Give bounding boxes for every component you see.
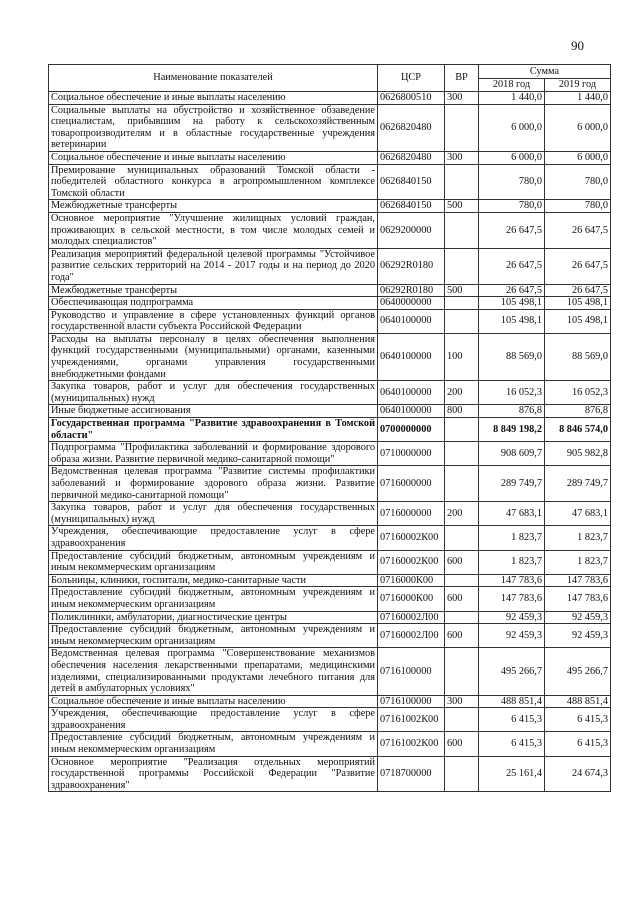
row-vr xyxy=(445,442,479,466)
row-csr: 0700000000 xyxy=(378,418,445,442)
row-name: Иные бюджетные ассигнования xyxy=(49,405,378,418)
row-amount-2019: 6 000,0 xyxy=(545,104,611,151)
row-csr: 0710000000 xyxy=(378,442,445,466)
row-name: Социальные выплаты на обустройство и хозяйственное обзаведение специалистам, прибывшим на работу к сельскохозяйственным товаропроизводителям и в областные государственные учреждения ветеринарии xyxy=(49,104,378,151)
row-amount-2019: 92 459,3 xyxy=(545,624,611,648)
row-csr: 0626840150 xyxy=(378,164,445,200)
row-vr xyxy=(445,418,479,442)
row-vr: 600 xyxy=(445,550,479,574)
row-amount-2018: 908 609,7 xyxy=(479,442,545,466)
row-amount-2018: 780,0 xyxy=(479,200,545,213)
row-name: Учреждения, обеспечивающие предоставление услуг в сфере здравоохранения xyxy=(49,526,378,550)
row-name: Социальное обеспечение и иные выплаты населению xyxy=(49,151,378,164)
row-vr: 500 xyxy=(445,284,479,297)
row-vr xyxy=(445,104,479,151)
header-year-2018: 2018 год xyxy=(479,79,545,92)
row-name: Учреждения, обеспечивающие предоставление услуг в сфере здравоохранения xyxy=(49,708,378,732)
table-row xyxy=(49,309,611,333)
row-amount-2018: 105 498,1 xyxy=(479,309,545,333)
table-row xyxy=(49,708,611,732)
row-amount-2018: 92 459,3 xyxy=(479,611,545,624)
row-name: Межбюджетные трансферты xyxy=(49,200,378,213)
row-csr: 0640100000 xyxy=(378,309,445,333)
row-amount-2019: 26 647,5 xyxy=(545,212,611,248)
row-amount-2019: 47 683,1 xyxy=(545,502,611,526)
table-row xyxy=(49,405,611,418)
row-vr xyxy=(445,708,479,732)
row-vr xyxy=(445,526,479,550)
row-name: Подпрограмма "Профилактика заболеваний и формирование здорового образа жизни. Развитие первичной медико-санитарной помощи" xyxy=(49,442,378,466)
row-name: Закупка товаров, работ и услуг для обеспечения государственных (муниципальных) нужд xyxy=(49,381,378,405)
row-amount-2019: 88 569,0 xyxy=(545,333,611,380)
row-csr: 07160002К00 xyxy=(378,526,445,550)
row-csr: 07161002К00 xyxy=(378,732,445,756)
table-row xyxy=(49,248,611,284)
row-name: Предоставление субсидий бюджетным, автономным учреждениям и иным некоммерческим организациям xyxy=(49,587,378,611)
row-name: Предоставление субсидий бюджетным, автономным учреждениям и иным некоммерческим организациям xyxy=(49,550,378,574)
table-row xyxy=(49,695,611,708)
row-amount-2018: 780,0 xyxy=(479,164,545,200)
table-row xyxy=(49,297,611,310)
row-amount-2018: 26 647,5 xyxy=(479,212,545,248)
row-name: Обеспечивающая подпрограмма xyxy=(49,297,378,310)
row-amount-2019: 876,8 xyxy=(545,405,611,418)
row-amount-2019: 289 749,7 xyxy=(545,466,611,502)
row-vr: 600 xyxy=(445,587,479,611)
row-csr: 0716100000 xyxy=(378,648,445,695)
table-row xyxy=(49,611,611,624)
row-amount-2019: 26 647,5 xyxy=(545,284,611,297)
row-csr: 07161002К00 xyxy=(378,708,445,732)
row-name: Закупка товаров, работ и услуг для обеспечения государственных (муниципальных) нужд xyxy=(49,502,378,526)
row-name: Ведомственная целевая программа "Совершенствование механизмов обеспечения населения лекарственными препаратами, медицинскими изделиями, специализированными продуктами лечебного питания для детей в амбулаторных условиях" xyxy=(49,648,378,695)
row-amount-2019: 92 459,3 xyxy=(545,611,611,624)
row-amount-2019: 6 415,3 xyxy=(545,732,611,756)
row-vr xyxy=(445,756,479,792)
row-amount-2018: 26 647,5 xyxy=(479,248,545,284)
row-amount-2018: 47 683,1 xyxy=(479,502,545,526)
header-sum: Сумма xyxy=(479,65,611,79)
row-amount-2019: 1 440,0 xyxy=(545,92,611,105)
row-name: Премирование муниципальных образований Томской области - победителей областного конкурса в агропромышленном комплексе Томской области xyxy=(49,164,378,200)
table-row xyxy=(49,442,611,466)
row-amount-2019: 6 415,3 xyxy=(545,708,611,732)
row-vr xyxy=(445,648,479,695)
table-row xyxy=(49,164,611,200)
row-vr: 100 xyxy=(445,333,479,380)
row-amount-2019: 8 846 574,0 xyxy=(545,418,611,442)
row-amount-2018: 25 161,4 xyxy=(479,756,545,792)
row-amount-2018: 289 749,7 xyxy=(479,466,545,502)
row-vr: 300 xyxy=(445,92,479,105)
row-csr: 0629200000 xyxy=(378,212,445,248)
table-row xyxy=(49,200,611,213)
row-amount-2018: 26 647,5 xyxy=(479,284,545,297)
row-amount-2018: 495 266,7 xyxy=(479,648,545,695)
row-csr: 0716000К00 xyxy=(378,587,445,611)
row-csr: 0716000000 xyxy=(378,502,445,526)
row-amount-2019: 16 052,3 xyxy=(545,381,611,405)
row-csr: 0716000К00 xyxy=(378,574,445,587)
header-csr: ЦСР xyxy=(378,65,445,92)
row-name: Руководство и управление в сфере установленных функций органов государственной власти субъекта Российской Федерации xyxy=(49,309,378,333)
table-row xyxy=(49,104,611,151)
row-vr: 600 xyxy=(445,624,479,648)
table-row xyxy=(49,587,611,611)
row-vr xyxy=(445,309,479,333)
row-amount-2019: 780,0 xyxy=(545,200,611,213)
table-row xyxy=(49,624,611,648)
row-csr: 0626800510 xyxy=(378,92,445,105)
row-amount-2019: 147 783,6 xyxy=(545,574,611,587)
row-csr: 0716100000 xyxy=(378,695,445,708)
row-amount-2018: 147 783,6 xyxy=(479,587,545,611)
row-amount-2018: 488 851,4 xyxy=(479,695,545,708)
page-number: 90 xyxy=(571,38,584,53)
row-amount-2018: 1 823,7 xyxy=(479,526,545,550)
table-row xyxy=(49,381,611,405)
table-row xyxy=(49,756,611,792)
row-csr: 0626840150 xyxy=(378,200,445,213)
row-amount-2018: 1 823,7 xyxy=(479,550,545,574)
table-row xyxy=(49,418,611,442)
row-name: Ведомственная целевая программа "Развитие системы профилактики заболеваний и формирование здорового образа жизни. Развитие первичной медико-санитарной помощи" xyxy=(49,466,378,502)
row-amount-2018: 16 052,3 xyxy=(479,381,545,405)
row-amount-2019: 6 000,0 xyxy=(545,151,611,164)
table-row xyxy=(49,284,611,297)
row-amount-2018: 105 498,1 xyxy=(479,297,545,310)
table-row xyxy=(49,502,611,526)
table-row xyxy=(49,526,611,550)
row-vr: 600 xyxy=(445,732,479,756)
row-amount-2018: 8 849 198,2 xyxy=(479,418,545,442)
row-amount-2019: 495 266,7 xyxy=(545,648,611,695)
table-body xyxy=(49,92,611,792)
row-csr: 0640100000 xyxy=(378,333,445,380)
row-amount-2019: 780,0 xyxy=(545,164,611,200)
row-csr: 0640000000 xyxy=(378,297,445,310)
row-amount-2018: 6 000,0 xyxy=(479,104,545,151)
row-amount-2019: 1 823,7 xyxy=(545,526,611,550)
row-amount-2018: 92 459,3 xyxy=(479,624,545,648)
row-vr xyxy=(445,611,479,624)
row-csr: 0626820480 xyxy=(378,151,445,164)
row-name: Предоставление субсидий бюджетным, автономным учреждениям и иным некоммерческим организациям xyxy=(49,732,378,756)
row-amount-2018: 6 415,3 xyxy=(479,732,545,756)
row-amount-2019: 105 498,1 xyxy=(545,309,611,333)
row-vr xyxy=(445,164,479,200)
table-row xyxy=(49,151,611,164)
row-name: Предоставление субсидий бюджетным, автономным учреждениям и иным некоммерческим организациям xyxy=(49,624,378,648)
row-amount-2018: 876,8 xyxy=(479,405,545,418)
budget-table xyxy=(48,64,611,792)
table-row xyxy=(49,333,611,380)
row-csr: 0626820480 xyxy=(378,104,445,151)
row-csr: 07160002Л00 xyxy=(378,624,445,648)
row-vr xyxy=(445,574,479,587)
row-amount-2018: 88 569,0 xyxy=(479,333,545,380)
row-csr: 06292R0180 xyxy=(378,284,445,297)
row-amount-2019: 488 851,4 xyxy=(545,695,611,708)
table-row xyxy=(49,92,611,105)
row-vr xyxy=(445,297,479,310)
row-csr: 06292R0180 xyxy=(378,248,445,284)
row-name: Социальное обеспечение и иные выплаты населению xyxy=(49,695,378,708)
row-vr: 500 xyxy=(445,200,479,213)
row-csr: 0640100000 xyxy=(378,405,445,418)
row-name: Реализация мероприятий федеральной целевой программы "Устойчивое развитие сельских территорий на 2014 - 2017 годы и на период до 2020 года" xyxy=(49,248,378,284)
row-amount-2018: 1 440,0 xyxy=(479,92,545,105)
row-vr: 200 xyxy=(445,381,479,405)
row-name: Основное мероприятие "Реализация отдельных мероприятий государственной программы Российской Федерации "Развитие здравоохранения" xyxy=(49,756,378,792)
table-row xyxy=(49,466,611,502)
row-amount-2019: 1 823,7 xyxy=(545,550,611,574)
row-amount-2019: 147 783,6 xyxy=(545,587,611,611)
row-amount-2018: 6 000,0 xyxy=(479,151,545,164)
row-csr: 0716000000 xyxy=(378,466,445,502)
row-csr: 0640100000 xyxy=(378,381,445,405)
row-amount-2019: 26 647,5 xyxy=(545,248,611,284)
row-vr: 300 xyxy=(445,695,479,708)
row-csr: 0718700000 xyxy=(378,756,445,792)
header-name: Наименование показателей xyxy=(49,65,378,92)
row-amount-2018: 147 783,6 xyxy=(479,574,545,587)
table-row xyxy=(49,550,611,574)
row-name: Поликлиники, амбулатории, диагностические центры xyxy=(49,611,378,624)
row-amount-2019: 24 674,3 xyxy=(545,756,611,792)
header-year-2019: 2019 год xyxy=(545,79,611,92)
header-vr: ВР xyxy=(445,65,479,92)
row-csr: 07160002К00 xyxy=(378,550,445,574)
table-row xyxy=(49,574,611,587)
table-row xyxy=(49,732,611,756)
row-name: Социальное обеспечение и иные выплаты населению xyxy=(49,92,378,105)
row-name: Межбюджетные трансферты xyxy=(49,284,378,297)
row-name: Расходы на выплаты персоналу в целях обеспечения выполнения функций государственными (муниципальными) органами, казенными учреждениями, органами управления государственными внебюджетными фондами xyxy=(49,333,378,380)
row-vr xyxy=(445,248,479,284)
row-amount-2019: 905 982,8 xyxy=(545,442,611,466)
row-vr: 200 xyxy=(445,502,479,526)
row-name: Государственная программа "Развитие здравоохранения в Томской области" xyxy=(49,418,378,442)
row-vr xyxy=(445,212,479,248)
row-vr xyxy=(445,466,479,502)
row-amount-2018: 6 415,3 xyxy=(479,708,545,732)
row-vr: 300 xyxy=(445,151,479,164)
table-row xyxy=(49,648,611,695)
row-name: Основное мероприятие "Улучшение жилищных условий граждан, проживающих в сельской местности, в том числе молодых семей и молодых специалистов" xyxy=(49,212,378,248)
table-row xyxy=(49,212,611,248)
row-amount-2019: 105 498,1 xyxy=(545,297,611,310)
row-csr: 07160002Л00 xyxy=(378,611,445,624)
row-name: Больницы, клиники, госпитали, медико-санитарные части xyxy=(49,574,378,587)
row-vr: 800 xyxy=(445,405,479,418)
